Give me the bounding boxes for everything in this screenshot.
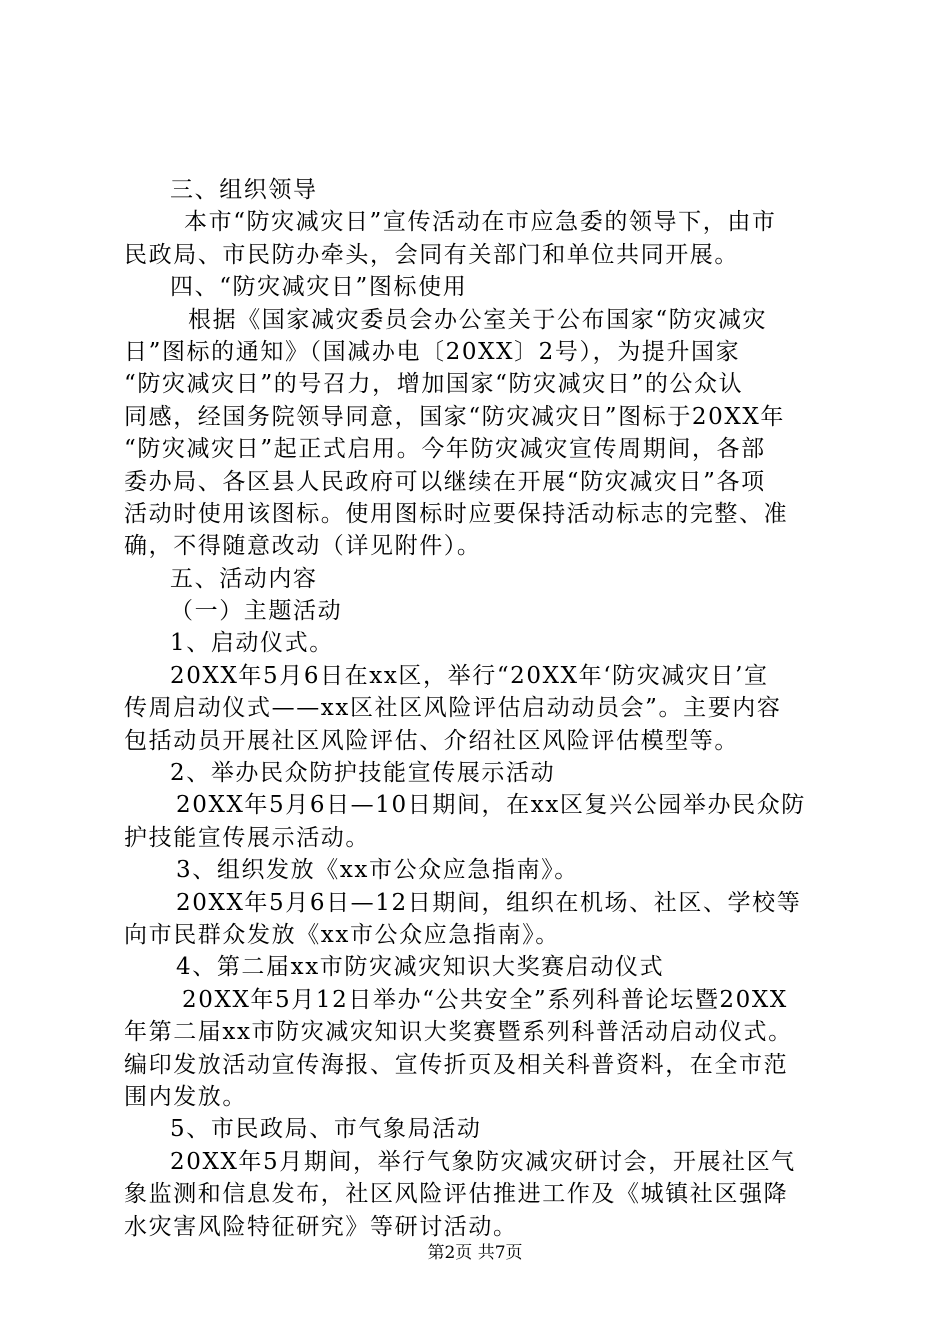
text-line: 包括动员开展社区风险评估、介绍社区风险评估模型等。 [124,727,739,754]
page-footer: 第2页 共7页 [427,1243,523,1263]
text-line: 五、活动内容 [170,565,318,592]
document-body [124,174,834,1243]
text-line: 3、组织发放《xx市公众应急指南》。 [176,857,579,884]
text-line: 象监测和信息发布，社区风险评估推进工作及《城镇社区强降 [124,1181,789,1208]
text-line: 编印发放活动宣传海报、宣传折页及相关科普资料，在全市范 [124,1051,789,1078]
text-line: 三、组织领导 [170,177,318,203]
text-line: 2、举办民众防护技能宣传展示活动 [170,760,556,787]
text-line: 20XX年5月6日—10日期间，在xx区复兴公园举办民众防 [176,792,806,819]
text-line: 委办局、各区县人民政府可以继续在开展“防灾减灾日”各项 [124,468,766,495]
text-line: （一）主题活动 [170,598,343,625]
text-line: 20XX年5月12日举办“公共安全”系列科普论坛暨20XX [182,986,788,1013]
text-line: 根据《国家减灾委员会办公室关于公布国家“防灾减灾 [188,306,768,333]
text-line: 1、启动仪式。 [170,630,334,657]
text-line: 20XX年5月期间，举行气象防灾减灾研讨会，开展社区气 [170,1148,796,1175]
text-line: 日”图标的通知》（国减办电〔20XX〕2号），为提升国家 [124,338,741,365]
text-line: 活动时使用该图标。使用图标时应要保持活动标志的完整、准 [124,500,789,527]
text-line: 4、第二届xx市防灾减灾知识大奖赛启动仪式 [176,954,665,981]
text-line: “防灾减灾日”的号召力，增加国家“防灾减灾日”的公众认 [124,371,744,398]
text-line: 围内发放。 [124,1083,247,1110]
text-line: 年第二届xx市防灾减灾知识大奖赛暨系列科普活动启动仪式。 [124,1019,793,1046]
text-line: 四、“防灾减灾日”图标使用 [170,274,468,301]
text-line: 民政局、市民防办牵头，会同有关部门和单位共同开展。 [124,241,739,268]
text-line: 确，不得随意改动（详见附件）。 [124,533,482,560]
text-line: 同感，经国务院领导同意，国家“防灾减灾日”图标于20XX年 [124,403,785,430]
text-line: 水灾害风险特征研究》等研讨活动。 [124,1213,518,1240]
text-line: 护技能宣传展示活动。 [124,824,370,851]
text-line: 向市民群众发放《xx市公众应急指南》。 [124,921,560,948]
text-line: 传周启动仪式——xx区社区风险评估启动动员会”。主要内容 [124,695,782,722]
text-line: 20XX年5月6日—12日期间，组织在机场、社区、学校等 [176,889,802,916]
text-line: “防灾减灾日”起正式启用。今年防灾减灾宣传周期间，各部 [124,436,766,463]
text-line: 20XX年5月6日在xx区，举行“20XX年‘防灾减灾日’宣 [170,662,769,689]
text-line: 5、市民政局、市气象局活动 [170,1116,482,1143]
text-line: 本市“防灾减灾日”宣传活动在市应急委的领导下，由市 [184,209,777,236]
